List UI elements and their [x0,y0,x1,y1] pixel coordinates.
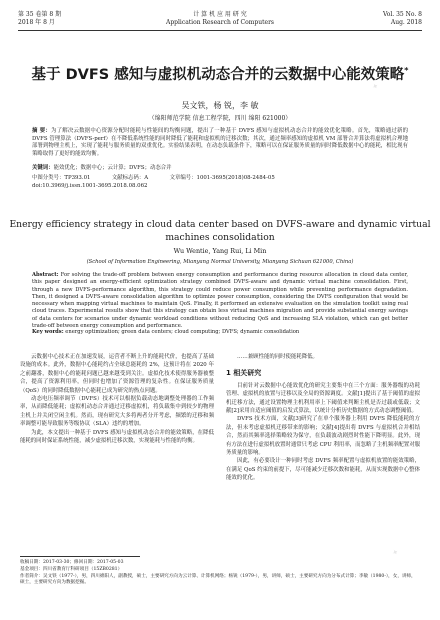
body-left-column [20,353,214,445]
authors-cn: 吴文铁，杨 锐，李 敏 [181,101,259,110]
body-paragraph: 目前针对云数据中心能效优化的研究主要集中在三个方面：服务器级的功耗管理、虚拟机的放置与迁移以及全局的资源调度。文献[1]提出了基于阈值的虚拟机迁移方法，通过设置物理主机利用率上下阈值来判断主机是否过载或低载；文献[2]采用自适应阈值的启发式算法，以统计分析历史数据的方式动态调整阈值。 [226,382,420,415]
body-paragraph: 为此，本文提出一种基于 DVFS 感知与虚拟机动态合并的能效策略，在降低能耗的同时保证系统性能，减少虚拟机迁移次数，实现能耗与性能的均衡。 [20,429,214,445]
section-heading: 1 相关研究 [226,369,262,378]
watermark-stamp: ✦ [390,546,401,559]
header-right [383,11,422,27]
journal-cn: 计 算 机 应 用 研 究 [193,11,247,18]
keywords-en-text: energy optimization; green data centers; cloud computing; DVFS; dynamic consolidation [65,329,300,335]
title-text: 基于 DVFS 感知与虚拟机动态合并的云数据中心能效策略 [31,66,405,83]
abstract-en-text: For solving the trade-off problem between energy consumption and performance during resource allocation in cloud data center, this paper designed an energy-efficient optimization strategy combined DVFS-aware and dynamic virtual machine consolidation. First, through a new DVFS-performance algorithm, this strategy could reduce power consumption while preventing performance degradation. Then, it designed a DVFS-aware consolidation algorithm to optimize power consumption, considering the DVFS configuration that would be necessary when mapping virtual machines to maintain QoS. Finally, it performed an extensive evaluation on the simulation toolkit using real cloud traces. Experimental results show that this strategy can obtain less virtual machines migration and provide substantial energy savings of data centers for scenarios under dynamic workload conditions without reducing QoS and increasing SLA violation, which can get better trade-off between energy consumption and performance. [32,272,409,330]
abstract-cn-text: 为了解决云数据中心资源分配时能耗与性能间的均衡问题，提出了一种基于 DVFS 感知与虚拟机动态合并的能效优化策略。首先，策略通过新的 DVFS 管理算法（DVFS-perf）在不降低系统性能的同时降低了能耗和虚拟机的迁移次数；其次，通过频率感知的虚拟机 VM 部署合并算法将虚拟机合理地部署到物理主机上，实现了能耗与服务质量的双重优化。实验结果表明，在动态负载条件下，策略可以在保证服务质量的同时降低数据中心的能耗，相比现有策略取得了更好的能效均衡。 [32,128,408,157]
header-center [0,11,440,27]
footnote-bio: 作者简介：吴文铁（1977-），男，四川绵阳人，副教授，硕士，主要研究方向为云计算、计算机网络；杨锐（1979-），男，讲师，硕士，主要研究方向为分布式计算；李敏（1980-），女，讲师，硕士，主要研究方向为数据挖掘。 [20,574,416,586]
keywords-en [32,329,408,336]
date-en: Aug. 2018 [390,19,422,26]
article-number: 文章编号：1001-3695(2018)08-2484-05 [169,175,275,181]
paper-title-cn [0,61,440,85]
doc-code: 文献标志码：A [111,175,149,181]
volume-cn: 第 35 卷第 8 期 [18,11,62,18]
keywords-cn-label: 关键词： [32,165,54,171]
affiliation-en: (School of Information Engineering, Mianyang Normal University, Mianyang Sichuan 621000, China) [86,259,354,265]
header-rule [18,30,422,31]
keywords-en-label: Key words: [32,329,64,335]
watermark-stamp: ✦ [370,80,381,93]
volume-en: Vol. 35 No. 8 [382,11,422,18]
journal-en: Application Research of Computers [165,19,275,26]
doi: doi:10.3969/j.issn.1001-3695.2018.08.062 [32,183,148,189]
affiliation-cn: （绵阳师范学院 信息工程学院，四川 绵阳 621000） [148,115,292,122]
abstract-en-label: Abstract: [32,272,59,278]
footnote-rule [20,556,140,557]
paper-title-en: Energy efficiency strategy in cloud data center based on DVFS-aware and dynamic virtual machines consolidation [9,219,431,243]
authors-en: Wu Wentie, Yang Rui, Li Min [173,247,267,255]
keywords-cn [32,165,408,173]
body-paragraph: DVFS 技术方面，文献[3]研究了在单个服务器上利用 DVFS 降低能耗的方法，但未考虑虚拟机迁移带来的影响；文献[4]提出将 DVFS 与虚拟机合并相结合，然而其频率选择策略较为保守，在负载波动剧烈时性能下降明显。此外，现有方法在进行虚拟机放置时通常只考虑 CPU 利用率，而忽略了主机频率配置对服务质量的影响。 [226,416,420,457]
body-paragraph: 因此，有必要设计一种同时考虑 DVFS 频率配置与虚拟机放置的能效策略，在满足 QoS 约束的前提下，尽可能减少迁移次数和能耗，从而实现数据中心整体能效的优化。 [226,458,420,482]
abstract-cn-label: 摘 要： [32,128,52,134]
date-cn: 2018 年 8 月 [18,19,55,26]
footnote-fund: 基金项目：四川省教育厅科研项目（15ZB0281） [20,567,123,572]
keywords-cn-text: 能效优化；数据中心；云计算；DVFS；动态合并 [53,165,172,171]
abstract-cn [32,128,408,158]
body-paragraph: 云数据中心技术正在加速发展，运营者不断上升的能耗代价，也提高了基础设施的成本。此外，数据中心能耗约占全球总能耗的 2%，这预计将在 2020 年之前翻番，数据中心的能耗问题已越来越受到关注。虚拟化技术使得服务器被整合，提高了资源利用率，但同时也增加了资源管理的复杂性。在保证服务质量（QoS）的同时降低数据中心能耗已成为研究的热点问题。 [20,354,214,394]
page-header [0,0,440,40]
clc-number: 中图分类号：TP393.01 [32,175,91,181]
body-paragraph: ……兼顾性能的同时使能耗降低。 [237,354,318,360]
title-footnote-mark: * [404,66,409,75]
body-right-column [226,353,420,483]
footnote-received: 收稿日期：2017-03-30；修回日期：2017-05-03 [20,560,124,565]
abstract-en [32,272,408,330]
body-paragraph: 动态电压频率调节（DVFS）技术可以根据负载动态地调整处理器的工作频率，从而降低能耗；虚拟机动态合并通过迁移虚拟机，将负载集中到较少的物理主机上并关闭空闲主机。然而，现有研究大多将两者分开考虑，频繁的迁移和频率调整可能导致服务等级协议（SLA）违约的增加。 [20,396,214,428]
classification-line [32,175,408,183]
